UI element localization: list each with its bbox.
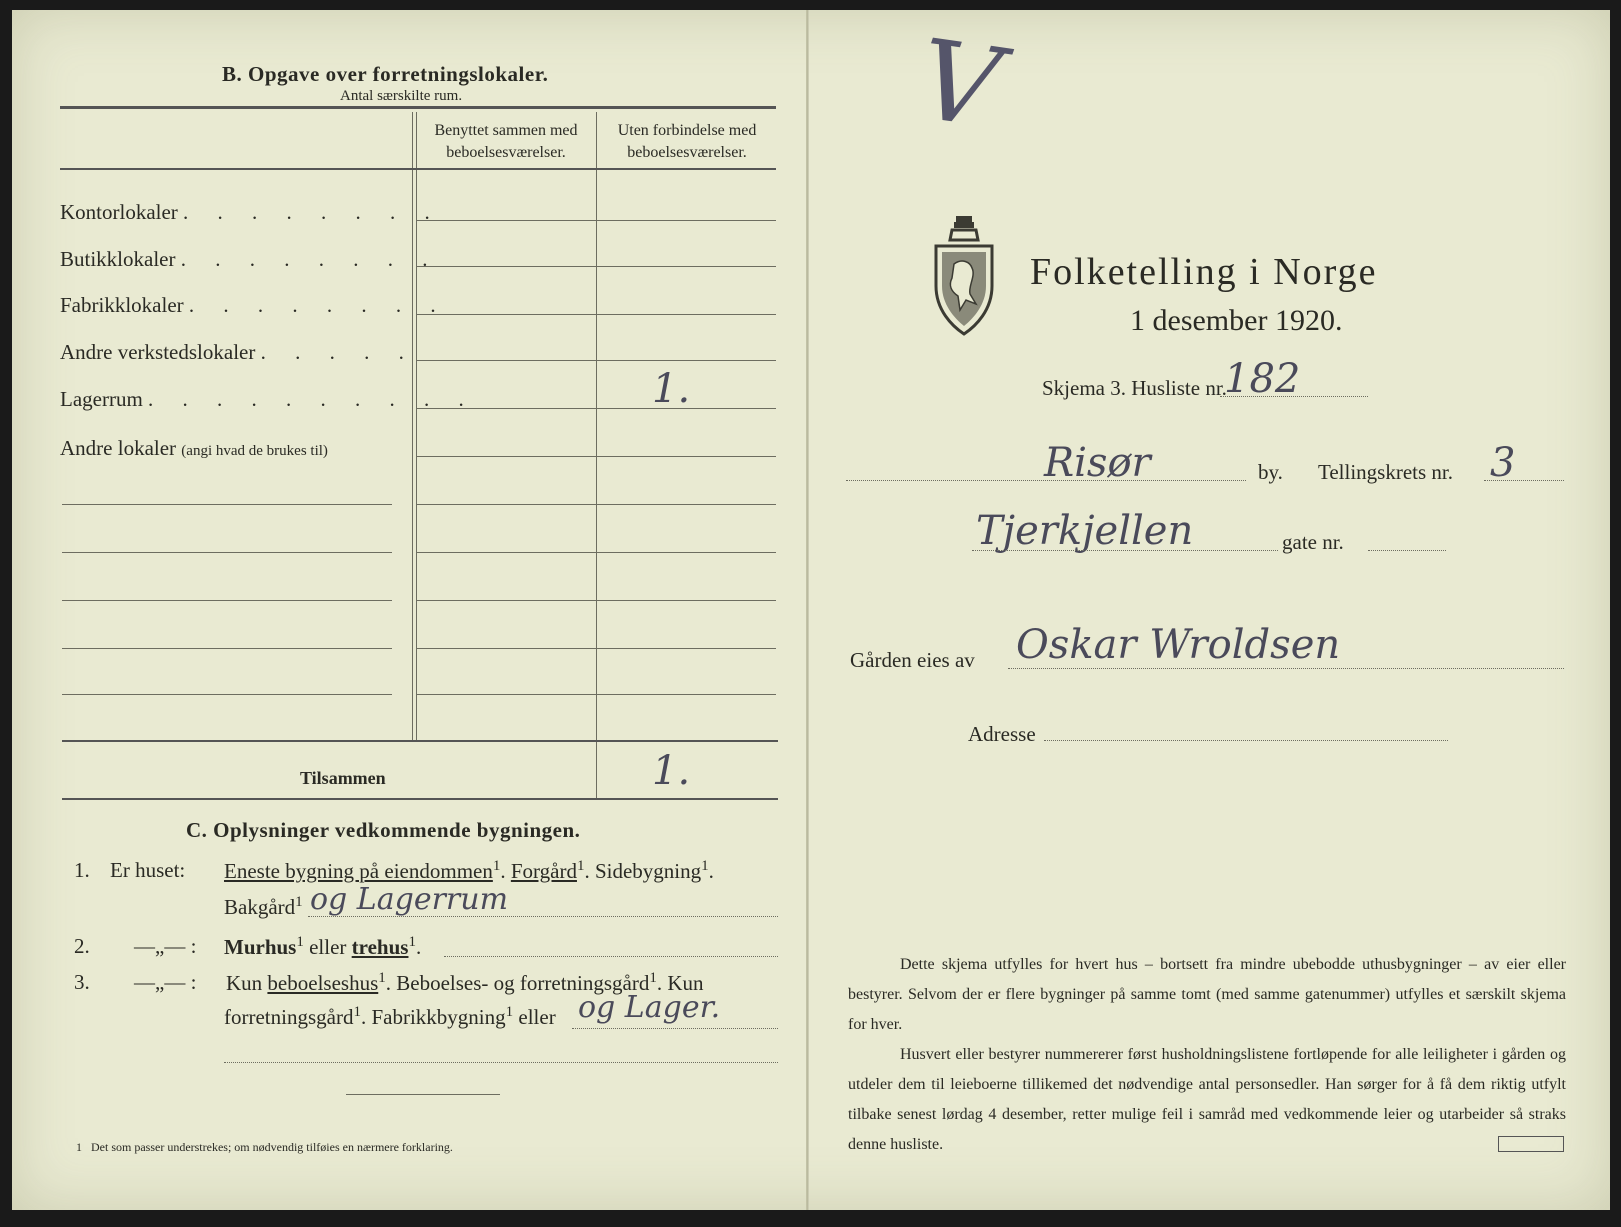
row-rule-11 xyxy=(416,694,776,695)
gate-nr-fill-line xyxy=(1368,550,1446,551)
column-header-with-dwelling: Benyttet sammen med beboelsesværelser. xyxy=(434,122,578,161)
blank-line-4 xyxy=(62,648,392,649)
row-rule-7 xyxy=(416,504,776,505)
by-fill-line xyxy=(846,480,1246,481)
total-count: 1. xyxy=(652,748,691,794)
total-top-rule xyxy=(62,740,778,742)
row-rule-6 xyxy=(416,456,776,457)
q2-label: —„— : xyxy=(134,934,197,958)
krets-label: Tellingskrets nr. xyxy=(1318,460,1454,484)
gate-fill-line xyxy=(972,550,1278,551)
row-rule-1 xyxy=(416,220,776,221)
total-bottom-rule xyxy=(62,798,778,800)
q1-options-line2: Bakgård$^1$ xyxy=(224,894,303,919)
q2-number: 2. xyxy=(74,934,90,958)
section-b-subtitle: Antal særskilte rum. xyxy=(340,88,463,104)
norway-coat-of-arms-icon xyxy=(930,216,998,336)
row-rule-2 xyxy=(416,266,776,267)
check-mark: V xyxy=(911,15,1008,153)
q1-label: Er huset: xyxy=(110,858,186,882)
q1-handwritten: og Lagerrum xyxy=(310,882,509,917)
eier-value: Oskar Wroldsen xyxy=(1016,622,1341,668)
total-label: Tilsammen xyxy=(300,768,386,788)
row-andre-lokaler: Andre lokaler (angi hvad de brukes til) xyxy=(60,436,328,460)
row-rule-9 xyxy=(416,600,776,601)
eier-label: Gården eies av xyxy=(850,648,975,672)
q3-options-line1: Kun beboelseshus$^1$. Beboelses- og forretningsgård$^1$. Kun xyxy=(226,970,704,995)
row-kontorlokaler: Kontorlokaler . . . . . . . . xyxy=(60,200,442,224)
footnote: 1 Det som passer understrekes; om nødvendig tilføies en nærmere forklaring. xyxy=(76,1140,453,1154)
q3-handwritten: og Lager. xyxy=(578,990,721,1025)
gate-value: Tjerkjellen xyxy=(976,508,1194,554)
blank-line-2 xyxy=(62,552,392,553)
instructions-paragraph-1: Dette skjema utfylles for hvert hus – bortsett fra mindre ubebodde uthusbygninger – av eier eller bestyrer. Selvom der er flere bygninger på samme tomt (med samme gatenummer) utfylles et særskilt skjema for hver. xyxy=(848,956,1566,1033)
row-andre-verkstedslokaler: Andre verkstedslokaler . . . . . xyxy=(60,340,416,364)
header-rule xyxy=(60,168,776,170)
husliste-fill-line xyxy=(1220,396,1368,397)
column-header-without-dwelling: Uten forbindelse med beboelsesværelser. xyxy=(617,122,757,161)
printer-mark-icon xyxy=(1498,1136,1564,1152)
q3-number: 3. xyxy=(74,970,90,994)
krets-fill-line xyxy=(1484,480,1564,481)
q1-fill-line xyxy=(308,916,778,917)
q3-label: —„— : xyxy=(134,970,197,994)
adresse-label: Adresse xyxy=(968,722,1036,746)
census-date: 1 desember 1920. xyxy=(1130,304,1343,337)
section-c-title: C. Oplysninger vedkommende bygningen. xyxy=(186,818,581,842)
q2-options: Murhus$^1$ eller trehus$^1$. xyxy=(224,934,422,959)
row-rule-4 xyxy=(416,360,776,361)
lagerrum-count: 1. xyxy=(652,366,691,412)
gate-label: gate nr. xyxy=(1282,530,1344,554)
row-rule-3 xyxy=(416,314,776,315)
row-rule-8 xyxy=(416,552,776,553)
eier-fill-line xyxy=(1008,668,1564,669)
blank-line-5 xyxy=(62,694,392,695)
krets-value: 3 xyxy=(1490,440,1516,486)
row-rule-5 xyxy=(416,408,776,409)
q2-fill-line xyxy=(444,956,778,957)
skjema-label: Skjema 3. Husliste nr. xyxy=(1042,376,1227,400)
footnote-separator xyxy=(346,1094,500,1095)
row-butikklokaler: Butikklokaler . . . . . . . . xyxy=(60,247,440,271)
husliste-number: 182 xyxy=(1224,356,1301,402)
form-title: Folketelling i Norge xyxy=(1030,251,1378,293)
row-rule-10 xyxy=(416,648,776,649)
table-top-rule xyxy=(60,106,776,109)
instructions-paragraph-2: Husvert eller bestyrer nummererer først husholdningslistene fortløpende for alle leiligheter i gården og utdeler dem til leieboerne tillikemed det nødvendige antal personsedler. Han sørger for å få dem riktig utfylt tilbake senest lørdag 4 desember, retter mulige feil i samråd med vedkommende leier og utarbeider så straks denne husliste. xyxy=(848,1046,1566,1153)
by-label: by. xyxy=(1258,460,1283,484)
q3-options-line2: forretningsgård$^1$. Fabrikkbygning$^1$ eller xyxy=(224,1004,556,1029)
q1-options-line1: Eneste bygning på eiendommen$^1$. Forgård$^1$. Sidebygning$^1$. xyxy=(224,858,714,883)
page-fold xyxy=(806,10,809,1210)
adresse-fill-line xyxy=(1044,740,1448,741)
by-value: Risør xyxy=(1044,440,1151,486)
q1-number: 1. xyxy=(74,858,90,882)
q3-extra-line xyxy=(224,1062,778,1063)
row-fabrikklokaler: Fabrikklokaler . . . . . . . . xyxy=(60,293,448,317)
q3-fill-line xyxy=(572,1028,778,1029)
row-lagerrum: Lagerrum . . . . . . . . . . xyxy=(60,387,476,411)
blank-line-1 xyxy=(62,504,392,505)
blank-line-3 xyxy=(62,600,392,601)
section-b-title: B. Opgave over forretningslokaler. xyxy=(222,62,549,86)
